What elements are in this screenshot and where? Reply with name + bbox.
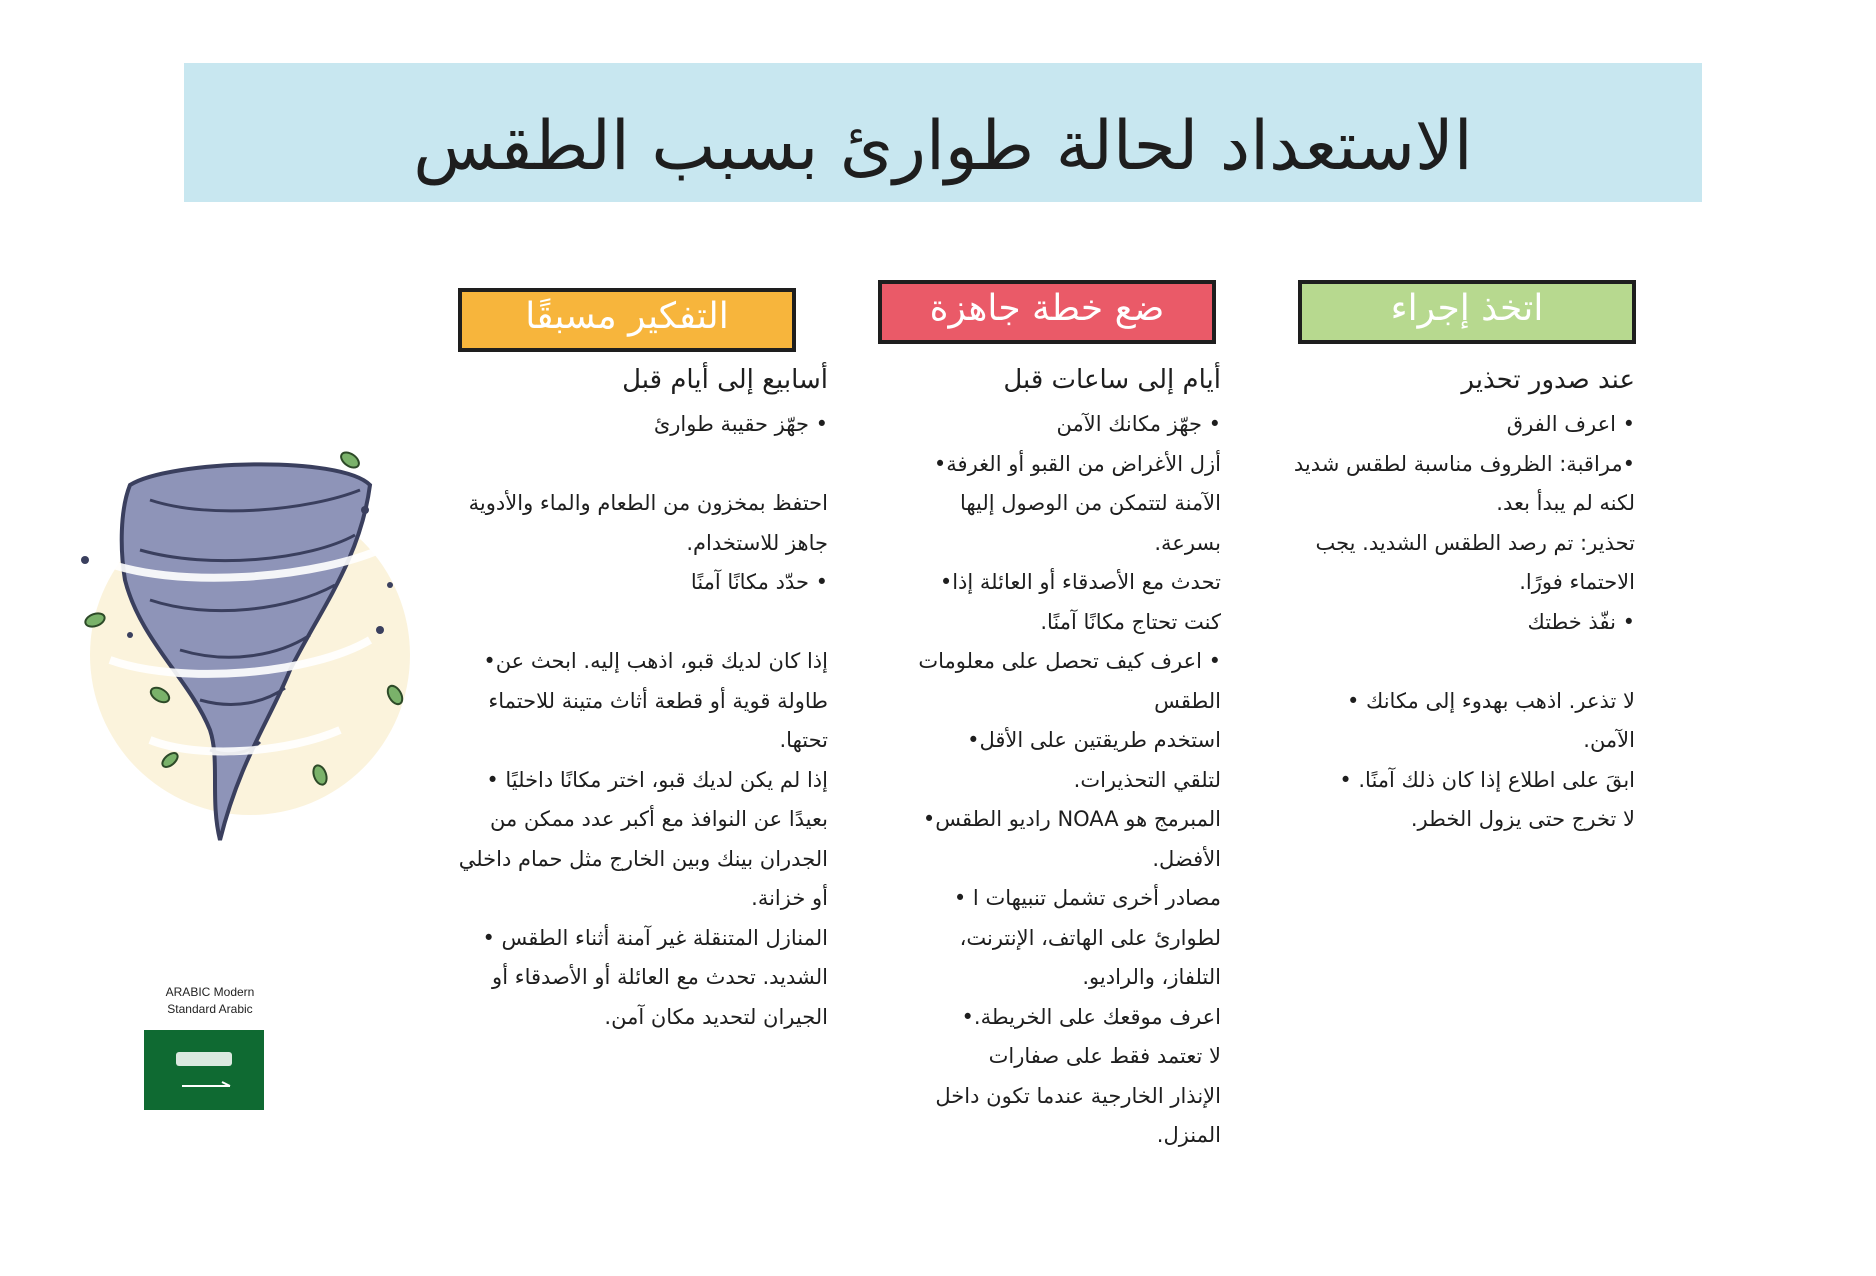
list-item: التلفاز، والراديو. [1082, 965, 1221, 989]
list-item: • حدّد مكانًا آمنًا [690, 570, 828, 594]
list-item: الأفضل. [1152, 846, 1221, 871]
list-item: المبرمج هو NOAA راديو الطقس• [922, 807, 1221, 831]
column-think-ahead [448, 355, 828, 1037]
list-item: الآمن. [1583, 728, 1635, 752]
title-banner [184, 63, 1702, 202]
list-item: لا تذعر. اذهب بهدوء إلى مكانك • [1346, 688, 1635, 713]
language-label: ARABIC Modern Standard Arabic [165, 985, 255, 1016]
list-item: الطقس [1154, 688, 1221, 713]
list-item: جاهز للاستخدام. [686, 530, 828, 555]
column-subtitle: أيام إلى ساعات قبل [1003, 365, 1221, 395]
column-header-think-ahead: التفكير مسبقًا [458, 288, 796, 352]
list-item: المنازل المتنقلة غير آمنة أثناء الطقس • [482, 925, 828, 950]
list-item: لا تعتمد فقط على صفارات [988, 1044, 1221, 1068]
page-title: الاستعداد لحالة طوارئ بسبب الطقس [413, 107, 1473, 186]
list-item: مصادر أخرى تشمل تنبيهات ا • [953, 886, 1221, 910]
list-item: الآمنة لتتمكن من الوصول إليها [959, 491, 1221, 515]
list-item: • نفّذ خطتك [1527, 609, 1635, 634]
list-item: الاحتماء فورًا. [1519, 570, 1635, 594]
saudi-flag-icon [144, 1030, 264, 1110]
tornado-illustration [70, 440, 420, 870]
list-item: أزل الأغراض من القبو أو الغرفة• [933, 451, 1221, 476]
list-item: الجدران بينك وبين الخارج مثل حمام داخلي [458, 846, 828, 871]
list-item: أو خزانة. [751, 886, 828, 910]
list-item: تحذير: تم رصد الطقس الشديد. يجب [1315, 530, 1635, 555]
column-subtitle: عند صدور تحذير [1461, 365, 1635, 395]
column-take-action [1280, 355, 1635, 840]
list-item: طاولة قوية أو قطعة أثاث متينة للاحتماء [488, 688, 828, 713]
column-header-take-action: اتخذ إجراء [1298, 280, 1636, 344]
column-subtitle: أسابيع إلى أيام قبل [622, 365, 828, 395]
list-item: تحتها. [779, 728, 828, 752]
list-item: لطوارئ على الهاتف، الإنترنت، [959, 925, 1221, 950]
list-item: إذا كان لديك قبو، اذهب إليه. ابحث عن• [483, 649, 828, 673]
list-item: • جهّز حقيبة طوارئ [653, 412, 828, 436]
list-item: كنت تحتاج مكانًا آمنًا. [1040, 609, 1221, 634]
list-item: لا تخرج حتى يزول الخطر. [1410, 807, 1635, 831]
list-item: ابقَ على اطلاع إذا كان ذلك آمنًا. • [1339, 767, 1635, 792]
list-item: لتلقي التحذيرات. [1073, 767, 1221, 792]
list-item: لكنه لم يبدأ بعد. [1496, 491, 1635, 515]
list-item: إذا لم يكن لديك قبو، اختر مكانًا داخليًا • [486, 767, 828, 792]
list-item: • جهّز مكانك الآمن [1056, 412, 1221, 436]
list-item: الإنذار الخارجية عندما تكون داخل [935, 1083, 1221, 1108]
list-item: الشديد. تحدث مع العائلة أو الأصدقاء أو [492, 965, 828, 989]
list-item: بعيدًا عن النوافذ مع أكبر عدد ممكن من [489, 807, 828, 831]
list-item: استخدم طريقتين على الأقل• [967, 728, 1221, 752]
list-item: • اعرف الفرق [1506, 412, 1635, 436]
list-item: تحدث مع الأصدقاء أو العائلة إذا• [939, 570, 1221, 594]
list-item: •مراقبة: الظروف مناسبة لطقس شديد [1293, 451, 1635, 476]
list-item: بسرعة. [1154, 530, 1221, 555]
list-item: المنزل. [1156, 1123, 1221, 1147]
list-item: • اعرف كيف تحصل على معلومات [918, 649, 1221, 673]
list-item: اعرف موقعك على الخريطة.• [961, 1004, 1221, 1029]
list-item: احتفظ بمخزون من الطعام والماء والأدوية [468, 491, 828, 515]
column-plan [886, 355, 1221, 1156]
list-item: الجيران لتحديد مكان آمن. [604, 1004, 828, 1029]
column-header-plan: ضع خطة جاهزة [878, 280, 1216, 344]
